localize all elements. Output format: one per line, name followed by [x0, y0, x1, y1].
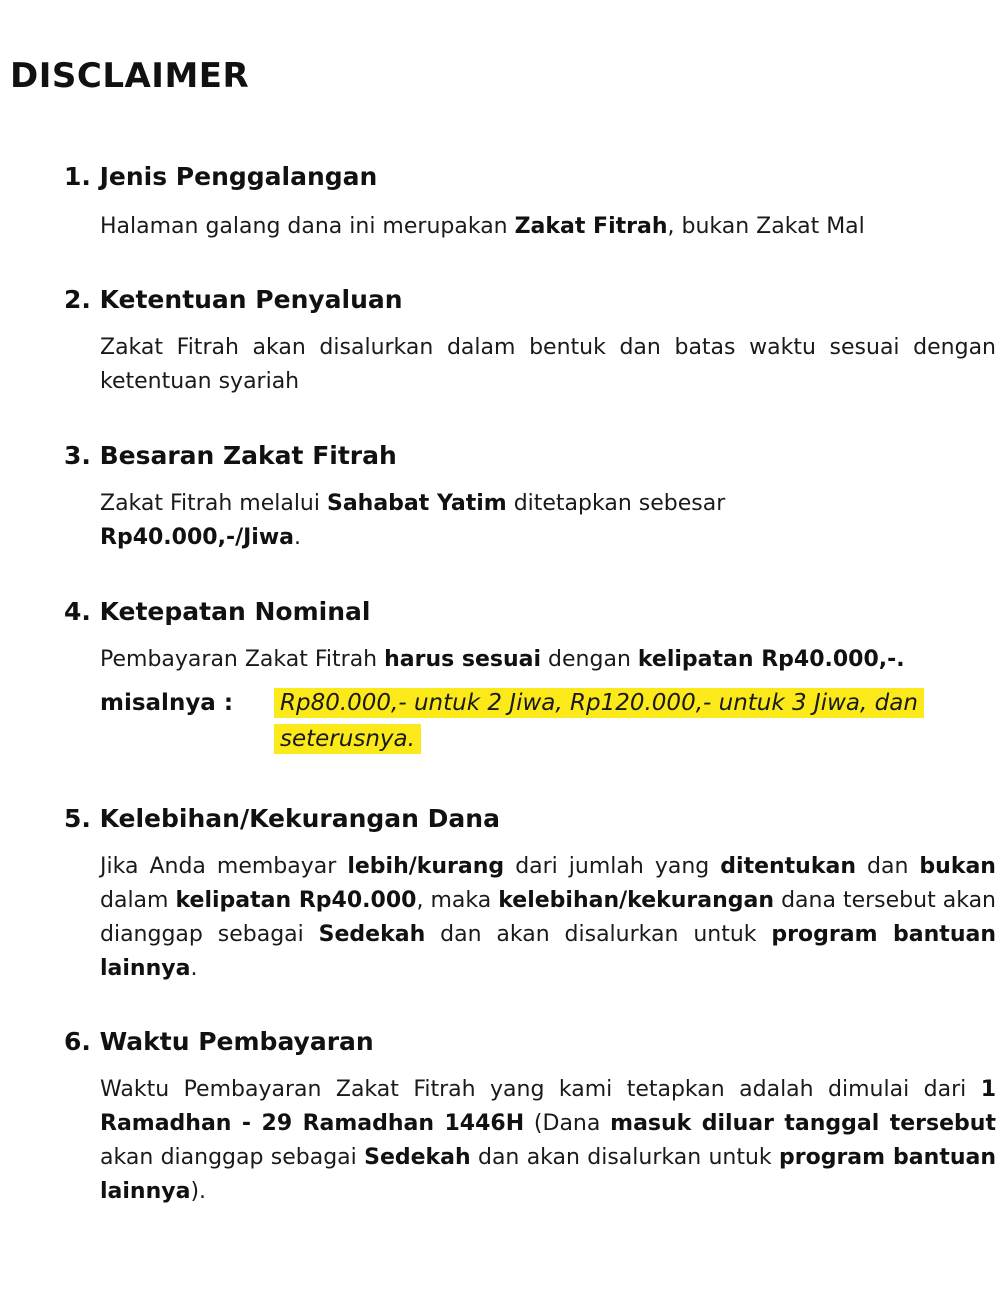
- highlighted-example: Rp80.000,- untuk 2 Jiwa, Rp120.000,- untuk 3 Jiwa, dan seterusnya.: [274, 688, 924, 754]
- section-body: [100, 643, 996, 677]
- text-run: , bukan Zakat Mal: [667, 214, 865, 239]
- bold-run: 1 Ramadhan - 29 Ramadhan 1446H: [100, 1077, 996, 1136]
- bold-run: lebih/kurang: [347, 854, 505, 879]
- section-waktu-pembayaran: [64, 1025, 996, 1209]
- section-body: [100, 210, 996, 244]
- bold-run: Sedekah: [318, 922, 426, 947]
- section-body: [100, 1073, 996, 1209]
- bold-run: harus sesuai: [384, 647, 542, 672]
- section-besaran-zakat: [64, 439, 996, 555]
- text-run: dalam: [100, 888, 176, 913]
- text-run: Zakat Fitrah melalui: [100, 491, 327, 516]
- text-run: akan dianggap sebagai: [100, 1145, 365, 1170]
- section-jenis-penggalangan: [64, 160, 996, 244]
- bold-run: Rp40.000,-/Jiwa: [100, 525, 295, 550]
- section-heading: 2. Ketentuan Penyaluan: [64, 285, 403, 314]
- text-run: , maka: [416, 888, 499, 913]
- bold-run: masuk diluar tanggal tersebut: [610, 1111, 996, 1136]
- text-run: dan akan disalurkan untuk: [470, 1145, 779, 1170]
- section-heading: 5. Kelebihan/Kekurangan Dana: [64, 804, 500, 833]
- section-kelebihan-kekurangan: [64, 802, 996, 986]
- section-body: Zakat Fitrah akan disalurkan dalam bentuk dan batas waktu sesuai dengan ketentuan syariah: [100, 335, 996, 394]
- example-row: [100, 685, 996, 765]
- text-run: ditetapkan sebesar: [506, 491, 726, 516]
- text-run: dan akan disalurkan untuk: [425, 922, 772, 947]
- section-body: [100, 487, 800, 555]
- bold-run: ditentukan: [720, 854, 856, 879]
- section-body: [100, 850, 996, 986]
- bold-run: kelebihan/kekurangan: [498, 888, 775, 913]
- text-run: (Dana: [524, 1111, 611, 1136]
- text-run: dengan: [541, 647, 638, 672]
- text-run: Halaman galang dana ini merupakan: [100, 214, 515, 239]
- section-heading: 4. Ketepatan Nominal: [64, 597, 371, 626]
- bold-run: program bantuan lainnya: [100, 1145, 997, 1204]
- text-run: dan: [856, 854, 920, 879]
- example-text: [274, 685, 996, 757]
- text-run: ).: [190, 1179, 207, 1204]
- bold-run: Sahabat Yatim: [326, 491, 507, 516]
- text-run: dana tersebut akan dianggap sebagai: [100, 888, 996, 947]
- bold-run: program bantuan lainnya: [100, 922, 996, 981]
- text-run: dari jumlah yang: [504, 854, 721, 879]
- section-ketepatan-nominal: [64, 595, 996, 765]
- bold-run: bukan: [919, 854, 996, 879]
- text-run: Jika Anda membayar: [100, 854, 348, 879]
- bold-run: Zakat Fitrah: [514, 214, 668, 239]
- section-heading: 6. Waktu Pembayaran: [64, 1027, 374, 1056]
- text-run: Pembayaran Zakat Fitrah: [100, 647, 385, 672]
- section-heading: 3. Besaran Zakat Fitrah: [64, 441, 397, 470]
- bold-run: kelipatan Rp40.000,-.: [637, 647, 905, 672]
- text-run: .: [294, 525, 302, 550]
- text-run: .: [190, 956, 198, 981]
- text-run: Waktu Pembayaran Zakat Fitrah yang kami tetapkan adalah dimulai dari: [100, 1077, 981, 1102]
- section-heading: 1. Jenis Penggalangan: [64, 162, 378, 191]
- bold-run: kelipatan Rp40.000: [175, 888, 417, 913]
- example-label: misalnya :: [100, 690, 234, 716]
- section-ketentuan-penyaluan: [64, 283, 996, 399]
- page-title: DISCLAIMER: [10, 56, 250, 96]
- bold-run: Sedekah: [364, 1145, 471, 1170]
